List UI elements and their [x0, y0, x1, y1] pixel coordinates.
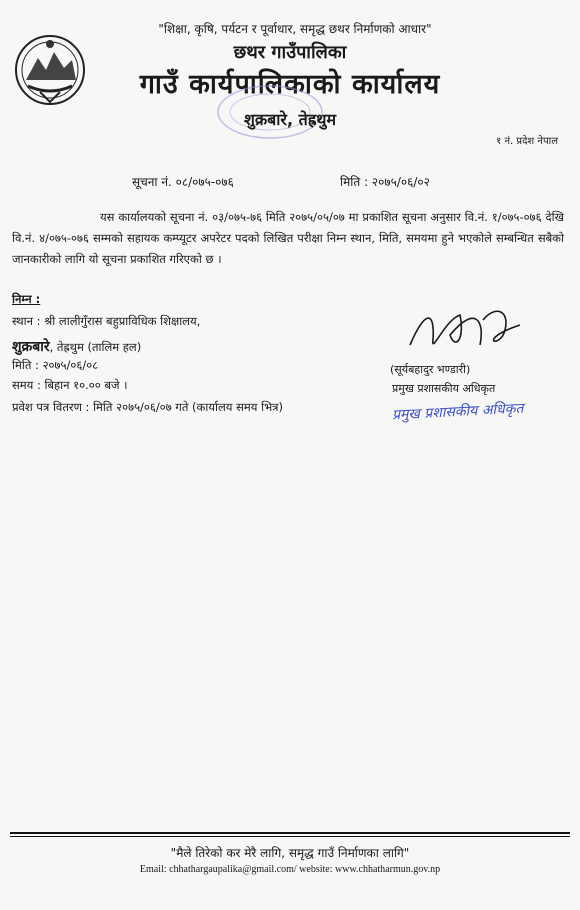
list-heading: निम्न : — [12, 292, 41, 306]
signatory-title: प्रमुख प्रशासकीय अधिकृत — [392, 382, 496, 395]
notice-date: मिति : २०७५/०६/०२ — [340, 175, 430, 189]
nepal-emblem-icon — [10, 30, 90, 110]
venue-rest: , तेह्रथुम (तालिम हल) — [49, 340, 142, 354]
exam-venue-line2 — [12, 337, 141, 356]
signature-icon — [405, 300, 525, 360]
motto: "शिक्षा, कृषि, पर्यटन र पूर्वाधार, समृद्ध छथर निर्माणको आधार" — [158, 22, 432, 36]
notice-number: सूचना नं. ०८/०७५-०७६ — [132, 175, 234, 189]
office-name: गाउँ कार्यपालिकाको कार्यालय — [139, 69, 441, 100]
signatory-name: (सूर्यबहादुर भण्डारी) — [390, 363, 471, 376]
venue-bold-place: शुक्रबारे — [12, 339, 50, 355]
province: १ नं. प्रदेश नेपाल — [496, 136, 558, 147]
office-location: शुक्रबारे, तेह्रथुम — [243, 110, 337, 129]
exam-date: मिति : २०७५/०६/०८ — [12, 358, 99, 372]
footer-divider-thin — [10, 836, 570, 837]
exam-time: समय : बिहान १०.०० बजे । — [12, 378, 128, 392]
footer-divider — [10, 832, 570, 834]
footer-slogan: "मैले तिरेको कर मेरै लागि, समृद्ध गाउँ निर्माणका लागि" — [170, 846, 410, 860]
notice-body: यस कार्यालयको सूचना नं. ०३/०७५-७६ मिति २०७५/०५/०७ मा प्रकाशित सूचना अनुसार वि.नं. १/०७५-०७६ देखि वि.नं. ४/०७५-०७६ सम्मको सहायक कम्प्यूटर अपरेटर पदको लिखित परीक्षा निम्न स्थान, मिति, समयमा हुने भएकोले सम्बन्धित सबैको जानकारीको लागि यो सूचना प्रकाशित गरिएको छ । — [12, 210, 564, 266]
signatory-stamp: प्रमुख प्रशासकीय अधिकृत — [391, 400, 524, 424]
exam-venue: स्थान : श्री लालीगुँरास बहुप्राविधिक शिक्षालय, — [12, 314, 201, 328]
admit-card-distribution: प्रवेश पत्र वितरण : मिति २०७५/०६/०७ गते (कार्यालय समय भित्र) — [12, 400, 283, 414]
org-name: छथर गाउँपालिका — [233, 42, 347, 63]
footer-contact: Email: chhathargaupalika@gmail.com/ website: www.chhatharmun.gov.np — [139, 864, 441, 875]
